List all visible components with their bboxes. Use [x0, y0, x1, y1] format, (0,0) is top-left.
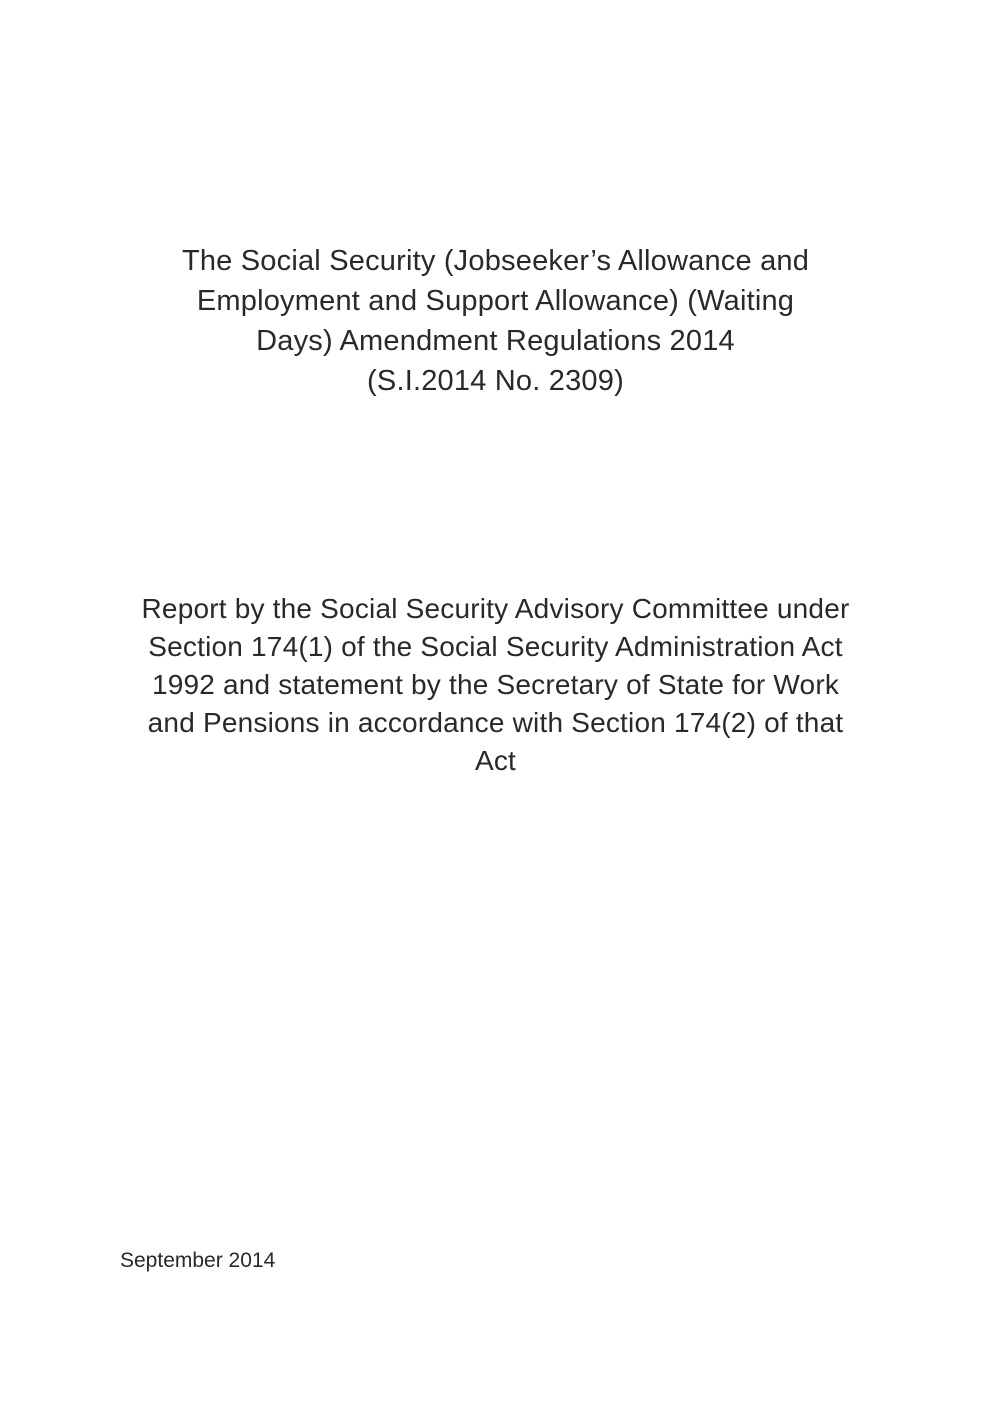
document-title	[0, 241, 991, 401]
document-subtitle	[0, 590, 991, 780]
document-title-line-4: (S.I.2014 No. 2309)	[367, 365, 624, 397]
document-subtitle-line-3: 1992 and statement by the Secretary of State for Work	[151, 669, 840, 700]
document-subtitle-line-5: Act	[474, 745, 517, 776]
document-title-line-3: Days) Amendment Regulations 2014	[256, 325, 735, 357]
document-title-line-2: Employment and Support Allowance) (Waiting	[196, 285, 795, 317]
document-subtitle-line-2: Section 174(1) of the Social Security Administration Act	[148, 631, 843, 662]
document-subtitle-line-4: and Pensions in accordance with Section 174(2) of that	[147, 707, 844, 738]
document-subtitle-line-1: Report by the Social Security Advisory Committee under	[141, 593, 850, 624]
document-date: September 2014	[120, 1249, 276, 1272]
document-title-line-1: The Social Security (Jobseeker’s Allowance and	[181, 245, 810, 277]
